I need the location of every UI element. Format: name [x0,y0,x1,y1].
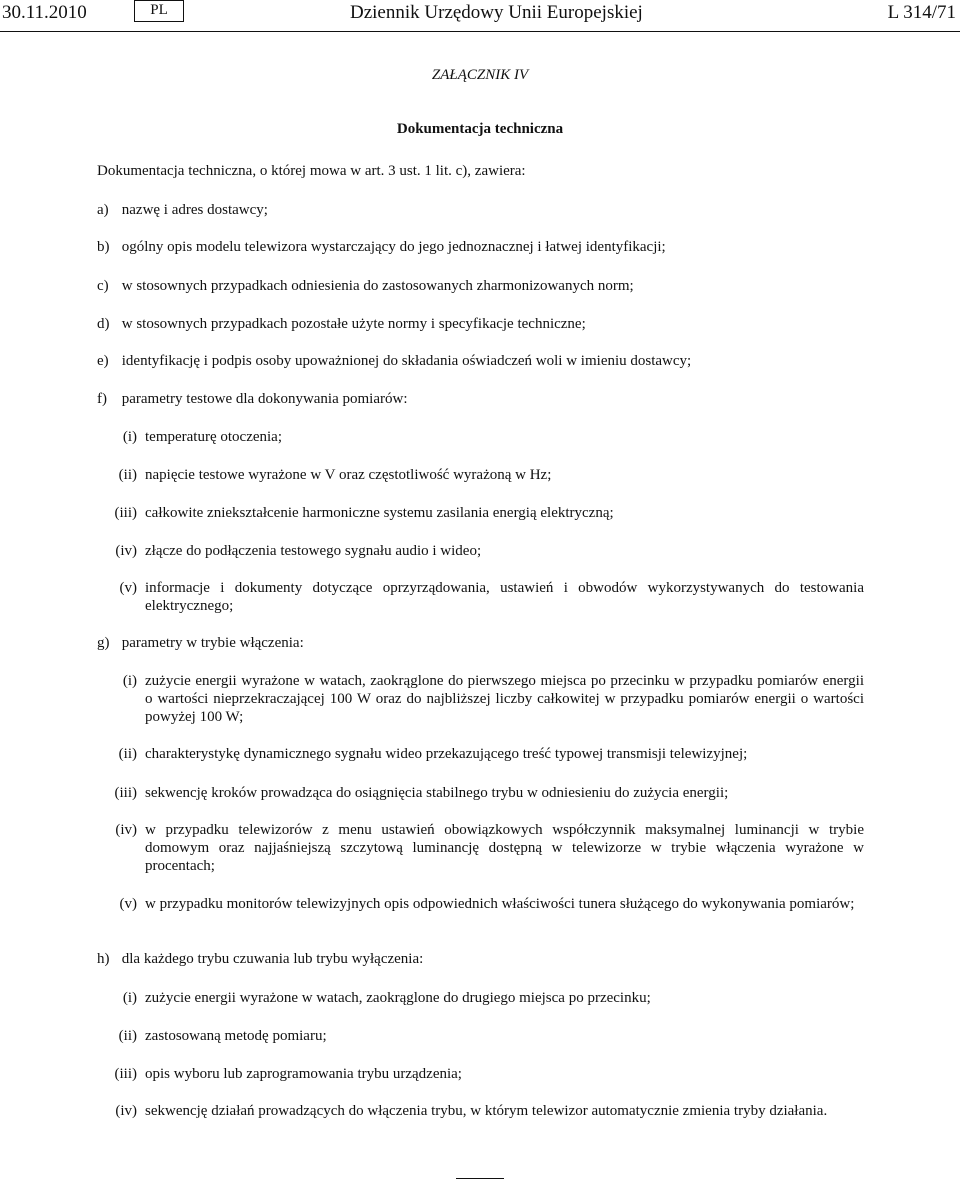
publication-date: 30.11.2010 [2,2,87,23]
list-item-g-ii [108,745,864,763]
language-badge: PL [134,0,184,22]
list-item-f-iv [108,542,864,560]
item-label: g) [97,635,110,651]
list-item-g-iii [108,784,864,802]
list-item-f-v [108,579,864,615]
item-text: parametry w trybie włączenia: [121,635,304,651]
sub-label: (iv) [115,1103,137,1119]
sub-text: napięcie testowe wyrażone w V oraz częstotliwość wyrażoną w Hz; [145,467,552,483]
item-text: ogólny opis modelu telewizora wystarczający do jego jednoznacznej i łatwej identyfikacji; [121,239,666,255]
document-title: Dokumentacja techniczna [396,121,564,137]
item-label: d) [97,316,110,332]
page-reference: L 314/71 [887,2,956,23]
item-label: c) [97,278,109,294]
sub-text: zastosowaną metodę pomiaru; [145,1028,327,1044]
sub-text: opis wyboru lub zaprogramowania trybu urządzenia; [145,1066,462,1082]
list-item-h-iii [108,1065,864,1083]
list-item-h-i [108,989,864,1007]
header-divider [0,31,960,32]
annex-heading: ZAŁĄCZNIK IV [431,67,529,83]
list-item-f [97,390,877,408]
sub-label: (i) [122,673,137,689]
sub-text: informacje i dokumenty dotyczące oprzyrządowania, ustawień i obwodów wykorzystywanych do testowania elektrycznego; [145,580,864,614]
sub-label: (i) [122,429,137,445]
item-label: e) [97,353,109,369]
list-item-d [97,315,877,333]
sub-text: charakterystykę dynamicznego sygnału wideo przekazującego treść typowej transmisji telewizyjnej; [145,746,748,762]
list-item-a [97,201,877,219]
item-label: a) [97,202,109,218]
intro-paragraph: Dokumentacja techniczna, o której mowa w art. 3 ust. 1 lit. c), zawiera: [97,163,526,179]
item-text: identyfikację i podpis osoby upoważnionej do składania oświadczeń woli w imieniu dostawcy; [121,353,692,369]
sub-text: całkowite zniekształcenie harmoniczne systemu zasilania energią elektryczną; [145,505,614,521]
list-item-e [97,352,877,370]
sub-label: (iv) [115,822,137,838]
list-item-g [97,634,877,652]
item-text: w stosownych przypadkach odniesienia do zastosowanych zharmonizowanych norm; [121,278,634,294]
list-item-h-iv [108,1102,864,1120]
list-item-g-v [108,895,864,913]
sub-text: sekwencję kroków prowadząca do osiągnięcia stabilnego trybu w odniesieniu do zużycia energii; [145,785,729,801]
list-item-c [97,277,877,295]
item-text: nazwę i adres dostawcy; [121,202,268,218]
journal-header [0,0,960,34]
list-item-g-iv [108,821,864,875]
sub-label: (v) [119,580,137,596]
list-item-b [97,238,877,256]
journal-title: Dziennik Urzędowy Unii Europejskiej [350,2,643,23]
sub-text: temperaturę otoczenia; [145,429,283,445]
item-label: f) [97,391,107,407]
end-of-document-rule [456,1178,504,1179]
list-item-f-i [108,428,864,446]
item-label: b) [97,239,110,255]
sub-label: (ii) [118,467,137,483]
item-text: parametry testowe dla dokonywania pomiarów: [121,391,408,407]
sub-label: (i) [122,990,137,1006]
sub-text: złącze do podłączenia testowego sygnału audio i wideo; [145,543,482,559]
sub-text: sekwencję działań prowadzących do włączenia trybu, w którym telewizor automatycznie zmienia tryby działania. [145,1103,828,1119]
sub-label: (iv) [115,543,137,559]
list-item-f-ii [108,466,864,484]
list-item-h-ii [108,1027,864,1045]
list-item-g-i [108,672,864,726]
sub-text: zużycie energii wyrażone w watach, zaokrąglone do pierwszego miejsca po przecinku w przypadku pomiarów energii o wartości nieprzekraczającej 100 W oraz do najbliższej liczby całkowitej w przypadku pomiarów energii o wartości powyżej 100 W; [145,673,864,725]
item-text: dla każdego trybu czuwania lub trybu wyłączenia: [121,951,424,967]
sub-text: w przypadku monitorów telewizyjnych opis odpowiednich właściwości tunera służącego do wykonywania pomiarów; [145,896,855,912]
item-label: h) [97,951,110,967]
sub-text: w przypadku telewizorów z menu ustawień obowiązkowych współczynnik maksymalnej luminancji w trybie domowym oraz najjaśniejszą szczytową luminancję dostępną w telewizorze w trybie włączenia wyrażone w procentach; [145,822,864,874]
sub-text: zużycie energii wyrażone w watach, zaokrąglone do drugiego miejsca po przecinku; [145,990,651,1006]
item-text: w stosownych przypadkach pozostałe użyte normy i specyfikacje techniczne; [121,316,586,332]
list-item-f-iii [108,504,864,522]
sub-label: (iii) [114,1066,137,1082]
sub-label: (ii) [118,1028,137,1044]
sub-label: (iii) [114,505,137,521]
sub-label: (iii) [114,785,137,801]
list-item-h [97,950,877,968]
sub-label: (v) [119,896,137,912]
sub-label: (ii) [118,746,137,762]
